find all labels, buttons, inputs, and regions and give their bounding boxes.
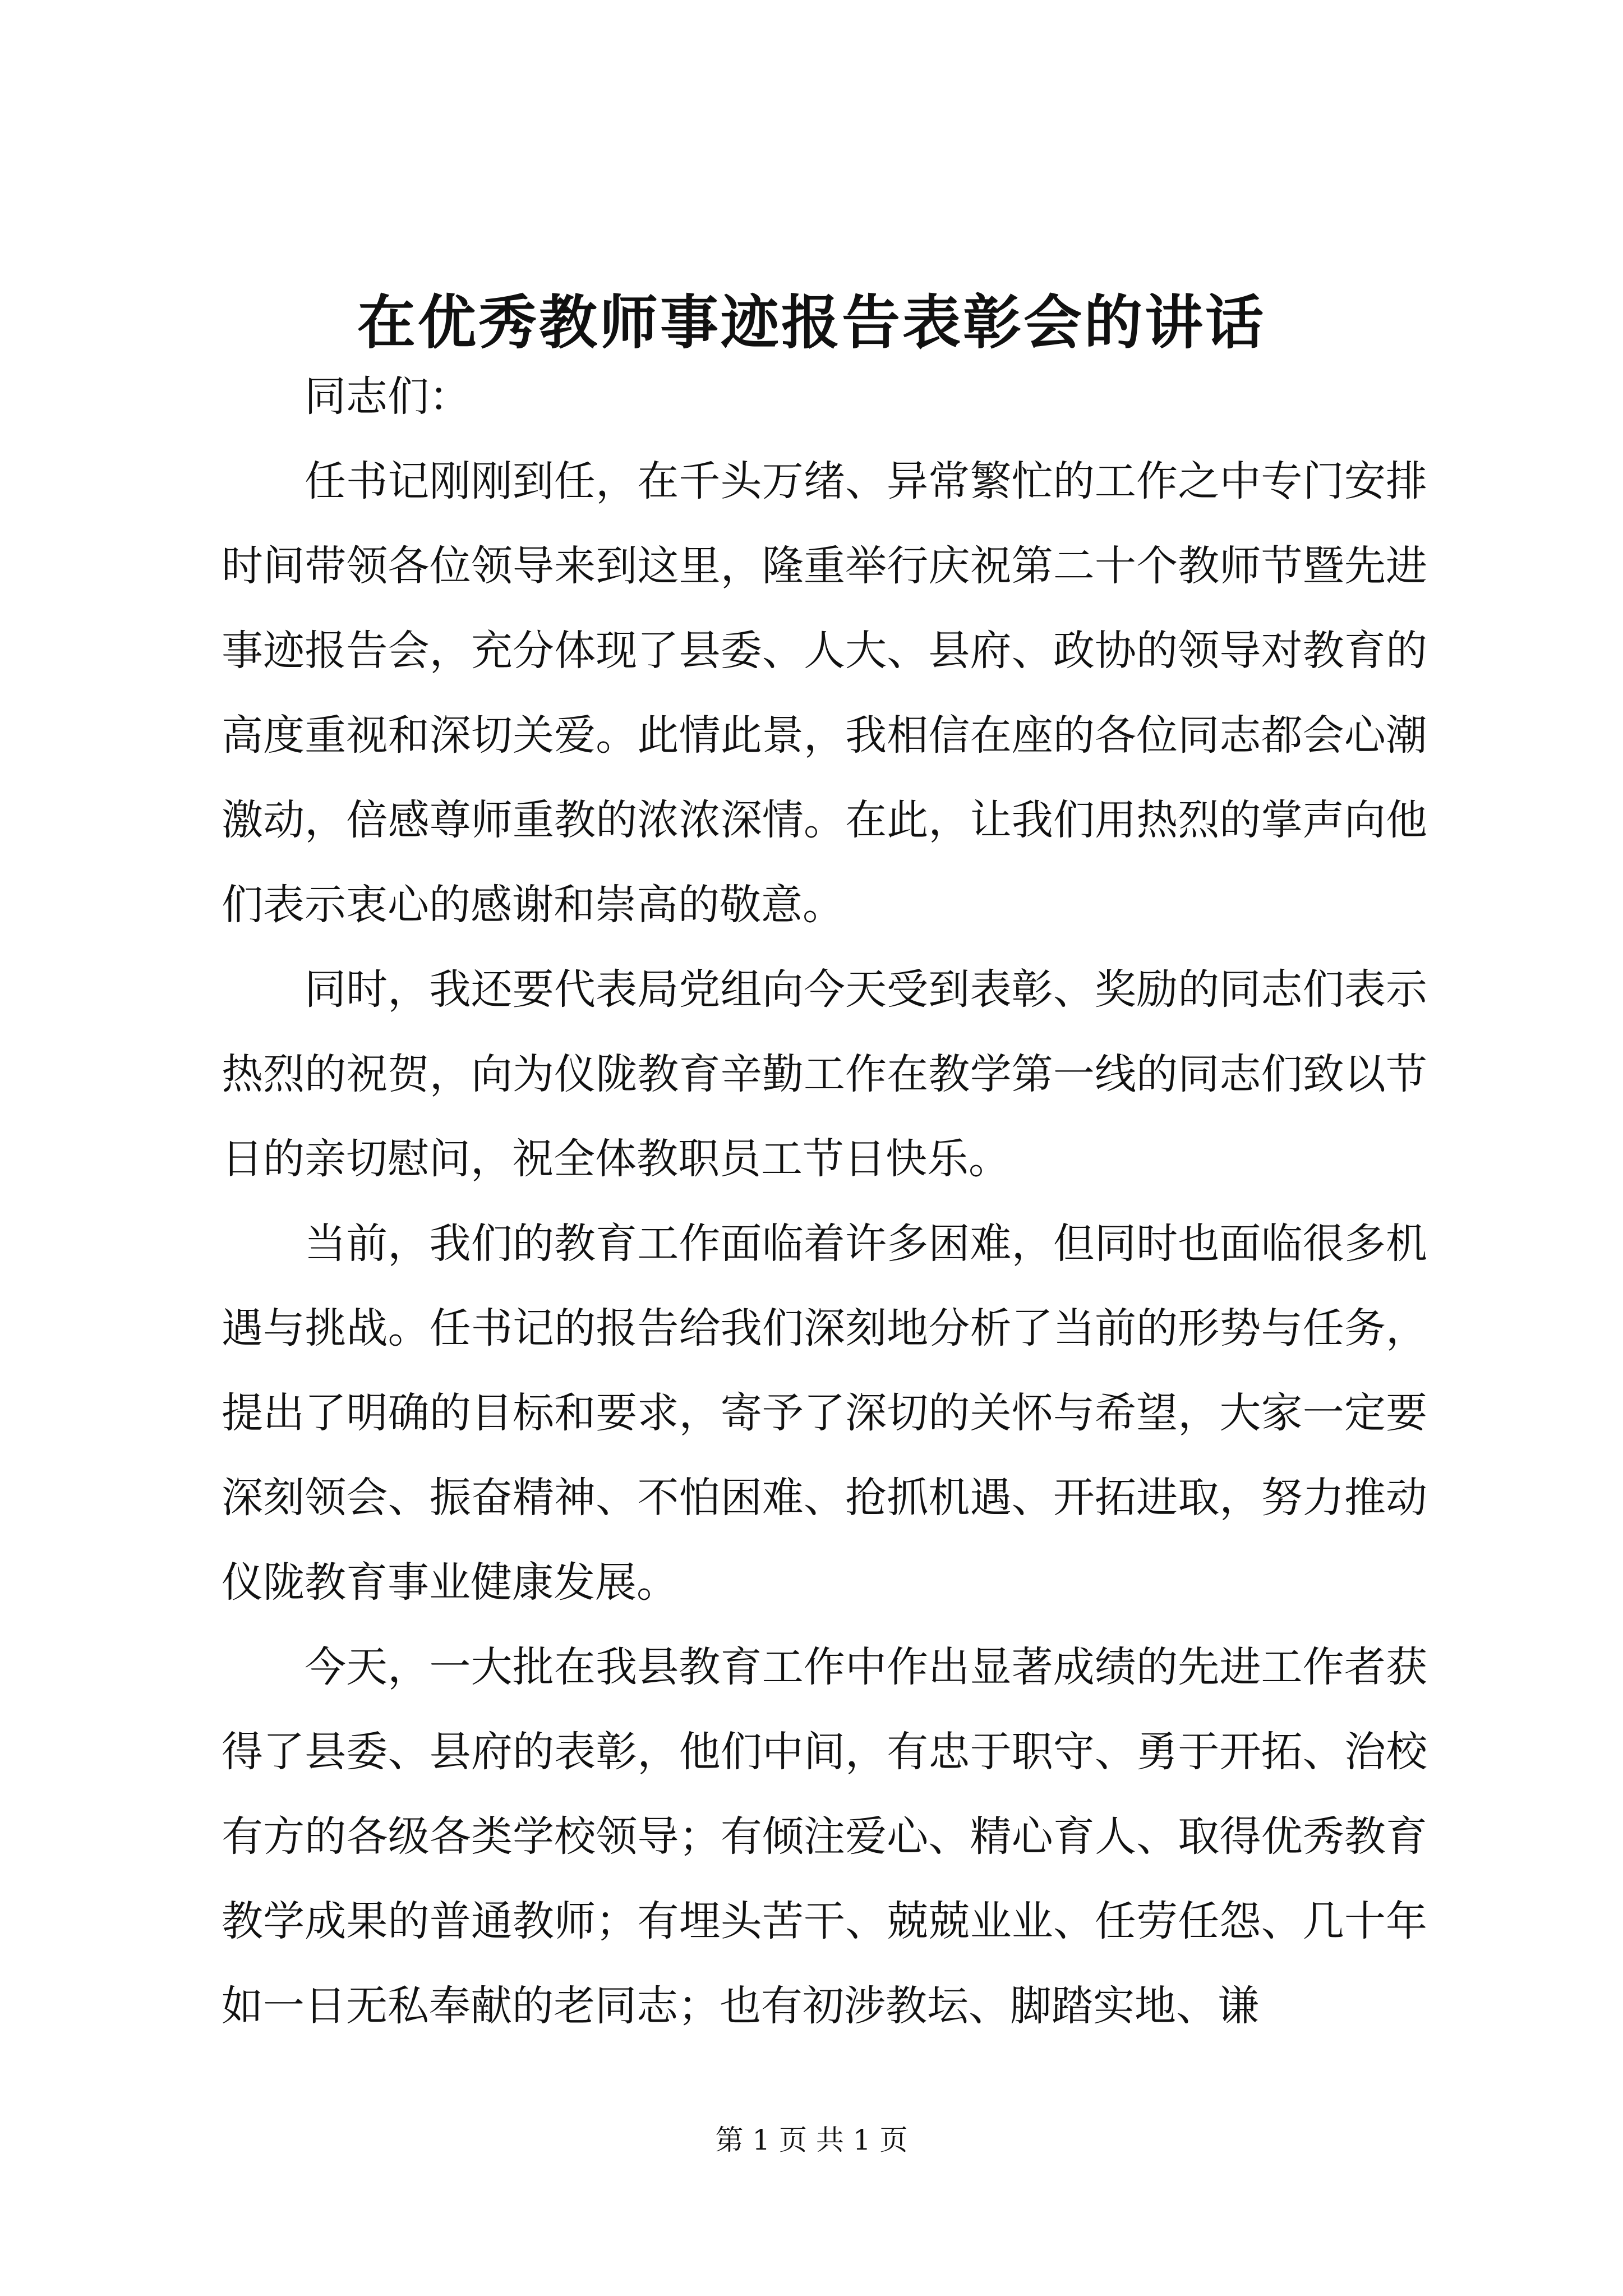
document-title: 在优秀教师事迹报告表彰会的讲话 [357, 288, 1266, 357]
paragraph-1: 任书记刚刚到任，在千头万绪、异常繁忙的工作之中专门安排时间带领各位领导来到这里，隆重举行庆祝第二十个教师节暨先进事迹报告会，充分体现了县委、人大、县府、政协的领导对教育的高度重视和深切关爱。此情此景，我相信在座的各位同志都会心潮激动，倍感尊师重教的浓浓深情。在此，让我们用热烈的掌声向他们表示衷心的感谢和崇高的敬意。 [222, 457, 1427, 929]
paragraph-3: 当前，我们的教育工作面临着许多困难，但同时也面临很多机遇与挑战。任书记的报告给我们深刻地分析了当前的形势与任务，提出了明确的目标和要求，寄予了深切的关怀与希望，大家一定要深刻领会、振奋精神、不怕困难、抢抓机遇、开拓进取，努力推动仪陇教育事业健康发展。 [222, 1220, 1427, 1607]
page-footer: 第 1 页 共 1 页 [715, 2124, 908, 2156]
salutation: 同志们： [305, 372, 471, 421]
paragraph-2: 同时，我还要代表局党组向今天受到表彰、奖励的同志们表示热烈的祝贺，向为仪陇教育辛勤工作在教学第一线的同志们致以节日的亲切慰问，祝全体教职员工节日快乐。 [222, 965, 1427, 1183]
document-body [222, 355, 1427, 2049]
paragraph-4: 今天，一大批在我县教育工作中作出显著成绩的先进工作者获得了县委、县府的表彰，他们中间，有忠于职守、勇于开拓、治校有方的各级各类学校领导；有倾注爱心、精心育人、取得优秀教育教学成果的普通教师；有埋头苦干、兢兢业业、任劳任怨、几十年如一日无私奉献的老同志；也有初涉教坛、脚踏实地、谦 [222, 1643, 1427, 2030]
